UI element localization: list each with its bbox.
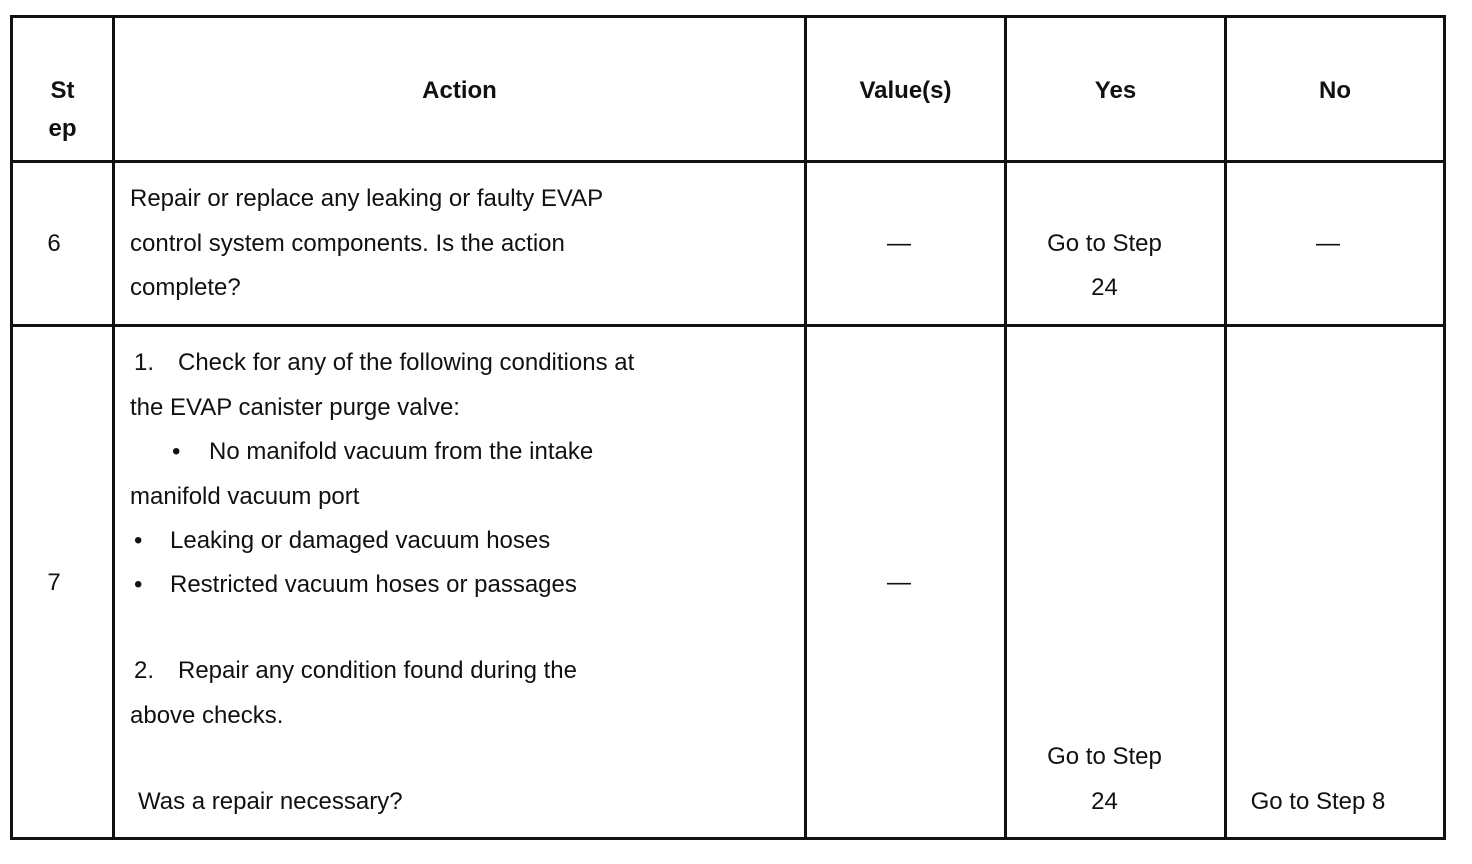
row6-action-line: Repair or replace any leaking or faulty EVAP — [130, 185, 604, 212]
item1-line: the EVAP canister purge valve: — [130, 394, 460, 421]
bullet-icon: • — [134, 571, 143, 598]
bullet-text: No manifold vacuum from the intake — [209, 438, 594, 465]
row6-action-line: control system components. Is the action — [130, 230, 565, 257]
row6-yes-line2: 24 — [1091, 274, 1118, 301]
row6-step: 6 — [47, 230, 61, 257]
column-divider — [112, 15, 115, 840]
row6-no: — — [1316, 230, 1340, 257]
row7-value: — — [887, 569, 911, 596]
header-step-line1: St — [50, 77, 75, 104]
row7-yes-line1: Go to Step — [1047, 743, 1162, 770]
row7-yes-line2: 24 — [1091, 788, 1118, 815]
item2-line: Repair any condition found during the — [178, 657, 577, 684]
row6-value: — — [887, 230, 911, 257]
column-divider — [804, 15, 807, 840]
header-yes: Yes — [1094, 77, 1137, 104]
item2-number: 2. — [134, 657, 155, 684]
table-border-bottom — [10, 837, 1446, 840]
bullet-icon: • — [172, 438, 181, 465]
question-text: Was a repair necessary? — [138, 788, 403, 815]
column-divider — [1004, 15, 1007, 840]
item2-line: above checks. — [130, 702, 284, 729]
row-divider — [10, 324, 1446, 327]
row7-step: 7 — [47, 569, 61, 596]
header-no: No — [1319, 77, 1351, 104]
header-step-line2: ep — [48, 115, 77, 142]
header-divider — [10, 160, 1446, 163]
bullet-text: Restricted vacuum hoses or passages — [170, 571, 577, 598]
header-step — [13, 72, 112, 148]
item1-number: 1. — [134, 349, 155, 376]
header-values: Value(s) — [859, 77, 952, 104]
bullet-icon: • — [134, 527, 143, 554]
table-border-top — [10, 15, 1446, 18]
bullet-text: Leaking or damaged vacuum hoses — [170, 527, 551, 554]
table-border-right — [1443, 15, 1446, 840]
header-action: Action — [422, 77, 497, 104]
item1-line: Check for any of the following conditions at — [178, 349, 635, 376]
row7-no: Go to Step 8 — [1250, 788, 1386, 815]
bullet-text: manifold vacuum port — [130, 483, 360, 510]
column-divider — [1224, 15, 1227, 840]
row6-yes-line1: Go to Step — [1047, 230, 1162, 257]
row6-action-line: complete? — [130, 274, 241, 301]
